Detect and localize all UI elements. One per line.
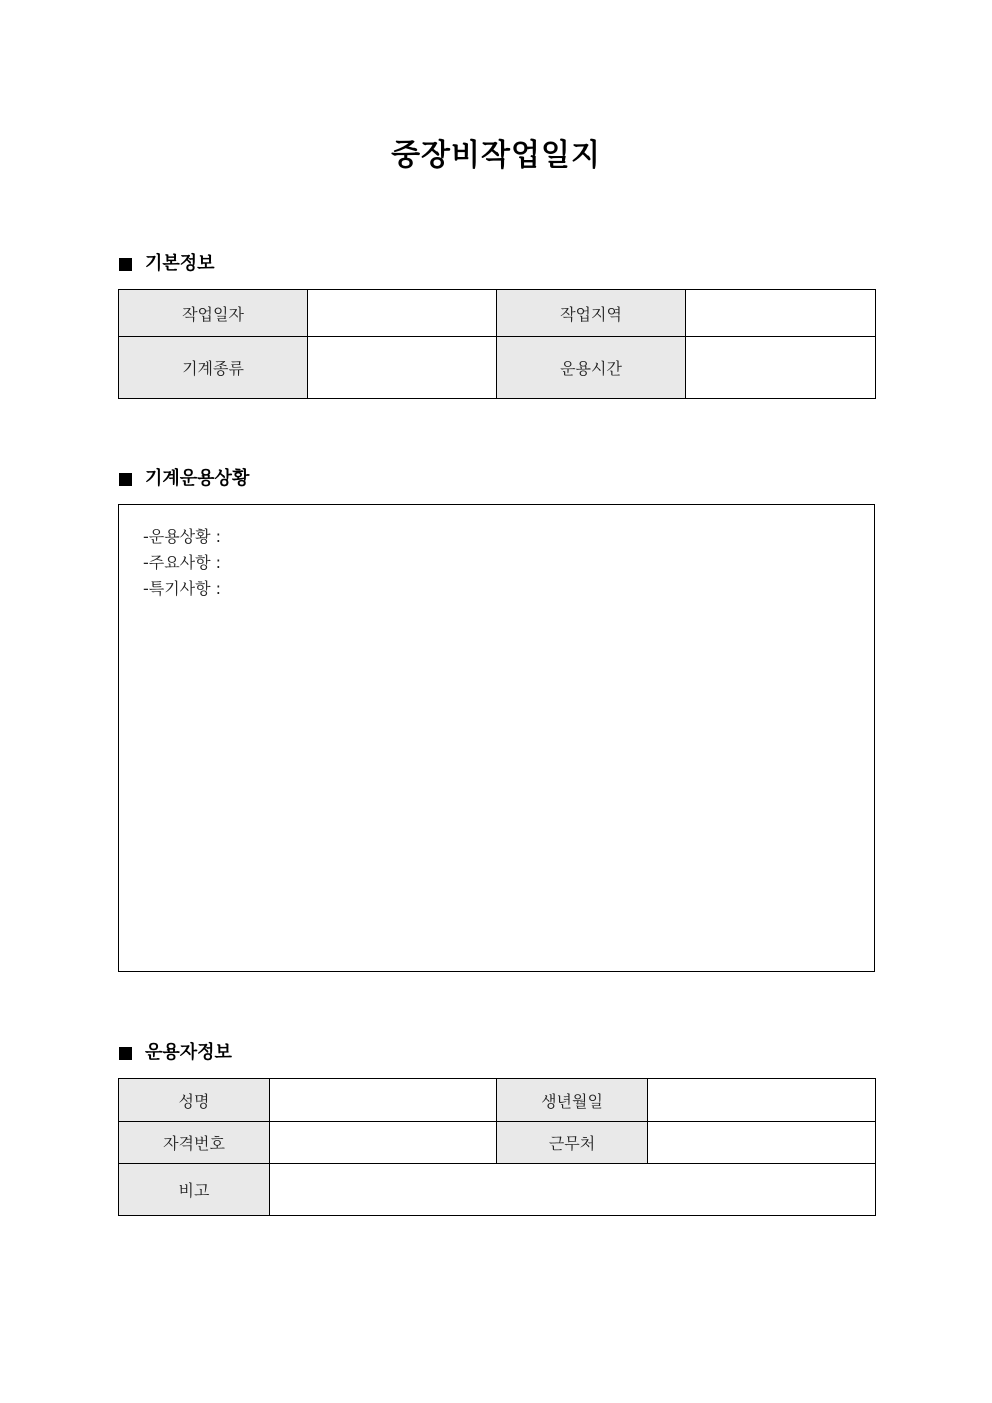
table-row — [119, 337, 876, 399]
remarks-field[interactable] — [270, 1164, 876, 1216]
table-row — [119, 1079, 876, 1122]
work-date-label: 작업일자 — [119, 290, 308, 337]
operating-hours-field[interactable] — [686, 337, 876, 399]
name-field[interactable] — [270, 1079, 497, 1122]
section-heading-operator-info — [119, 1041, 232, 1065]
birth-date-field[interactable] — [648, 1079, 876, 1122]
section-heading-basic-info — [119, 252, 215, 276]
square-bullet-icon — [119, 258, 132, 271]
work-area-label: 작업지역 — [497, 290, 686, 337]
license-number-field[interactable] — [270, 1122, 497, 1164]
section-heading-label: 기계운용상황 — [145, 468, 250, 489]
operating-hours-label: 운용시간 — [497, 337, 686, 399]
remarks-label: 비고 — [119, 1164, 270, 1216]
main-notes-line: -주요사항 : — [143, 553, 222, 572]
work-date-field[interactable] — [308, 290, 497, 337]
special-notes-line: -특기사항 : — [143, 579, 222, 598]
operator-info-table — [118, 1078, 876, 1216]
work-area-field[interactable] — [686, 290, 876, 337]
birth-date-label: 생년월일 — [497, 1079, 648, 1122]
table-row — [119, 1164, 876, 1216]
machine-operation-textarea[interactable] — [118, 504, 875, 972]
workplace-label: 근무처 — [497, 1122, 648, 1164]
license-number-label: 자격번호 — [119, 1122, 270, 1164]
document-title: 중장비작업일지 — [391, 138, 601, 173]
section-heading-machine-operation — [119, 467, 249, 491]
section-heading-label: 기본정보 — [145, 253, 215, 274]
square-bullet-icon — [119, 1047, 132, 1060]
table-row — [119, 1122, 876, 1164]
square-bullet-icon — [119, 473, 132, 486]
machine-type-label: 기계종류 — [119, 337, 308, 399]
section-heading-label: 운용자정보 — [145, 1042, 232, 1063]
name-label: 성명 — [119, 1079, 270, 1122]
table-row — [119, 290, 876, 337]
workplace-field[interactable] — [648, 1122, 876, 1164]
machine-type-field[interactable] — [308, 337, 497, 399]
operation-status-line: -운용상황 : — [143, 527, 222, 546]
basic-info-table — [118, 289, 876, 399]
